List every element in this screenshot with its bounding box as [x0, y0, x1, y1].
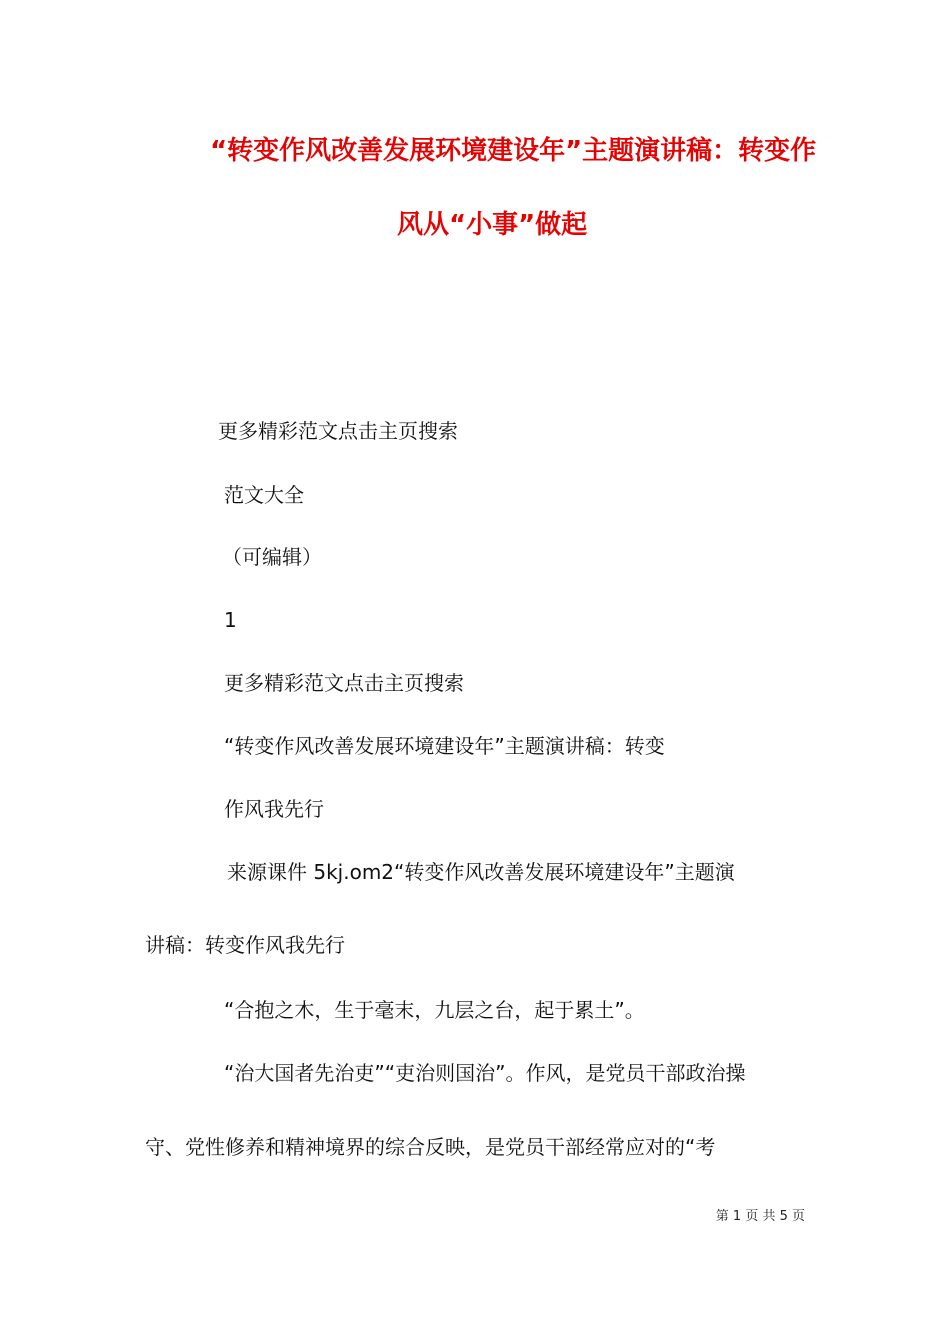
body-line-3: （可编辑） [222, 545, 322, 569]
body-line-5: 更多精彩范文点击主页搜索 [224, 671, 464, 695]
body-line-11: “治大国者先治吏”“吏治则国治”。作风，是党员干部政治操 [224, 1061, 746, 1085]
body-line-12: 守、党性修养和精神境界的综合反映，是党员干部经常应对的“考 [145, 1135, 716, 1159]
body-line-6: “转变作风改善发展环境建设年”主题演讲稿：转变 [224, 734, 665, 758]
page-number-footer: 第 1 页 共 5 页 [715, 1209, 805, 1224]
body-line-2: 范文大全 [224, 483, 304, 507]
body-line-8: 来源课件 5kj.om2“转变作风改善发展环境建设年”主题演 [227, 860, 735, 884]
body-line-7: 作风我先行 [224, 797, 324, 821]
body-line-4: 1 [224, 608, 237, 632]
body-line-10: “合抱之木，生于毫末，九层之台，起于累土”。 [224, 998, 645, 1022]
document-title-line-2: 风从“小事”做起 [397, 210, 588, 240]
document-title-line-1: “转变作风改善发展环境建设年”主题演讲稿：转变作 [210, 136, 817, 166]
body-line-1: 更多精彩范文点击主页搜索 [218, 419, 458, 443]
body-line-9: 讲稿：转变作风我先行 [145, 933, 345, 957]
